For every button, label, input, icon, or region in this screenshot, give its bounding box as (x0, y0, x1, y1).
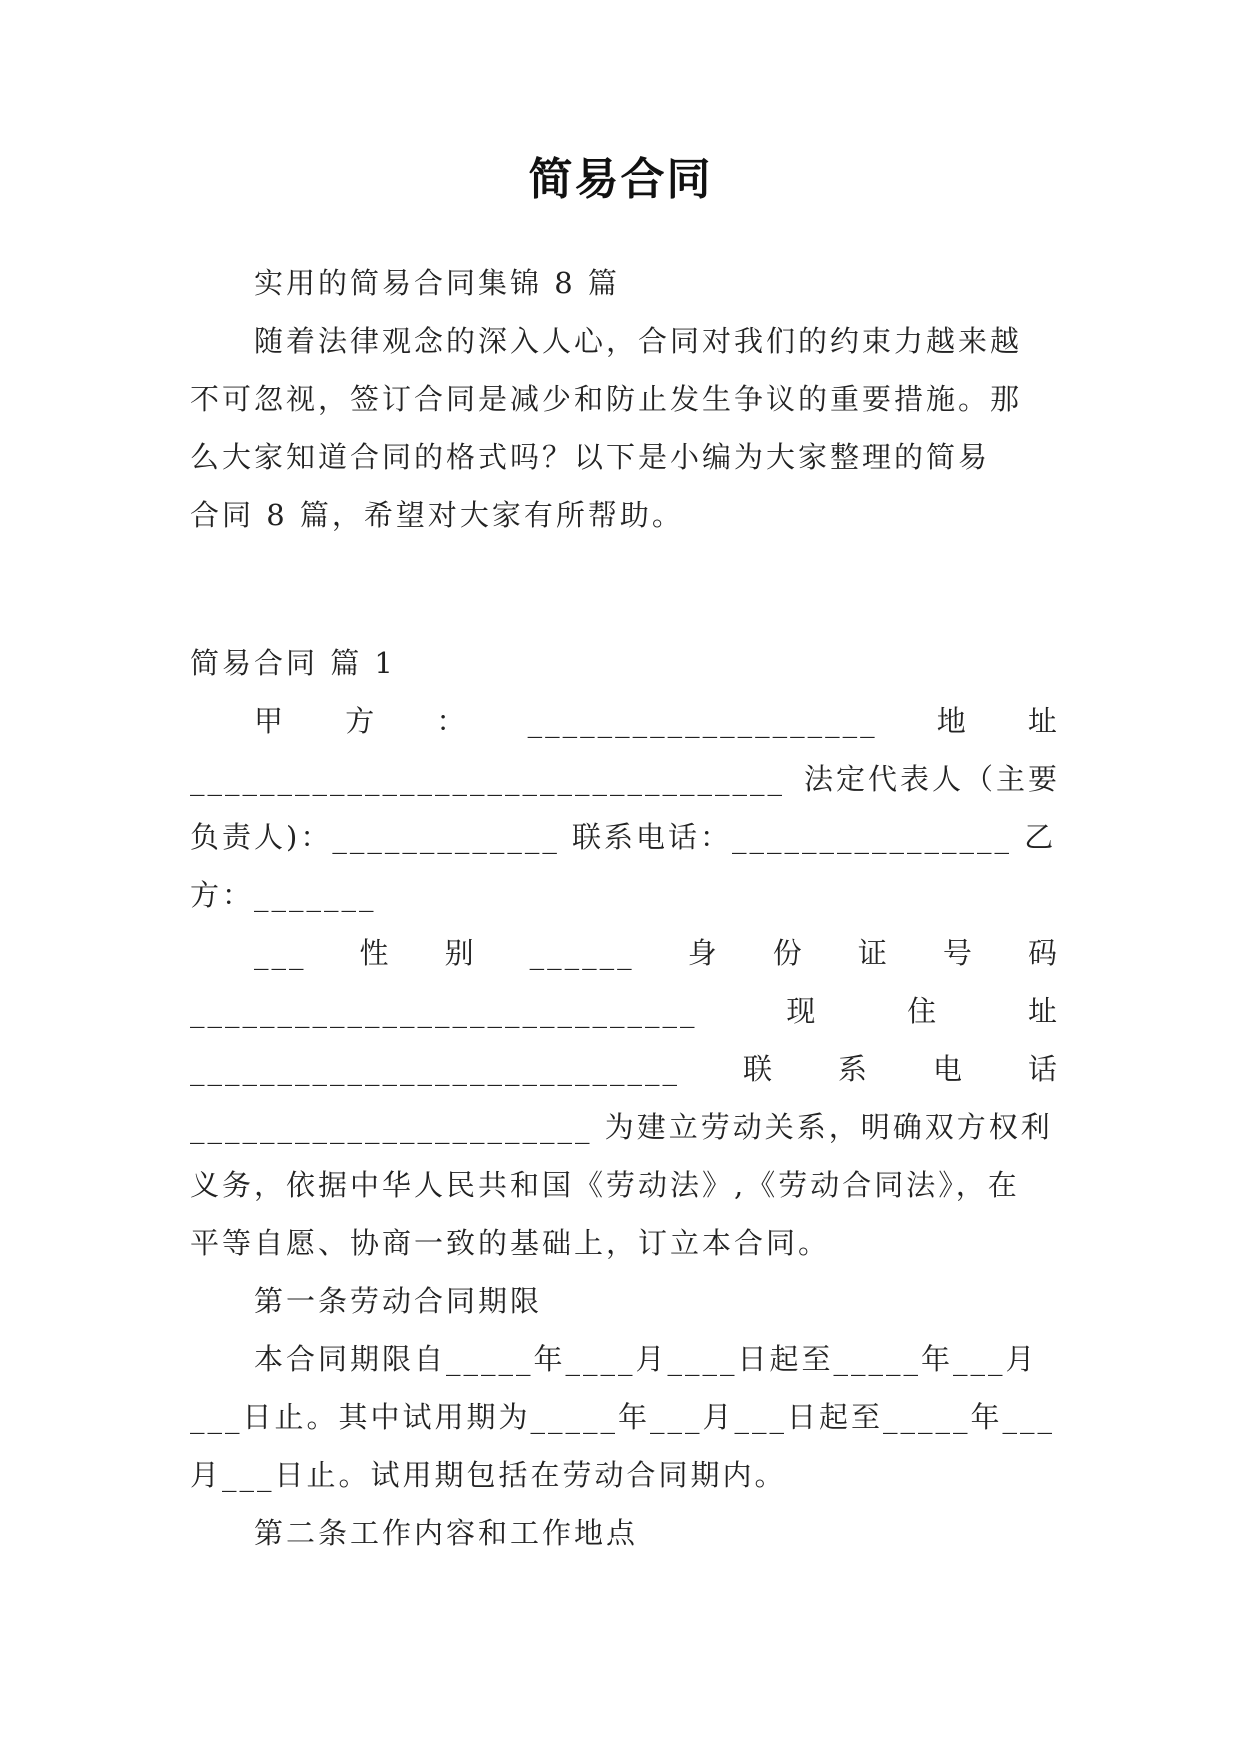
article-1-title: 第一条劳动合同期限 (254, 1284, 543, 1318)
address-line (190, 750, 1060, 808)
intro-line: 么大家知道合同的格式吗？以下是小编为大家整理的简易 (190, 440, 991, 474)
intro-block (190, 254, 1060, 544)
phone-line (190, 1040, 1060, 1098)
document-title: 简易合同 (528, 154, 713, 205)
intro-line: 合同 8 篇，希望对大家有所帮助。 (190, 498, 684, 532)
contact-line: 负责人)：_____________ 联系电话：________________ 乙 (190, 820, 1057, 854)
phone-char: 系 (837, 1052, 870, 1086)
gender-char: 性 (359, 936, 392, 970)
id-char: 码 (1027, 936, 1060, 970)
address-blank: __________________________________ (190, 762, 785, 796)
intro-line: 不可忽视，签订合同是减少和防止发生争议的重要措施。那 (190, 382, 1023, 416)
gender-char: 别 (444, 936, 477, 970)
purpose-line: _______________________ 为建立劳动关系，明确双方权利 (190, 1110, 1053, 1144)
residence-line (190, 982, 1060, 1040)
party-a-colon: ： (436, 704, 469, 738)
phone-char: 联 (742, 1052, 775, 1086)
name-blank: ___ (254, 936, 307, 970)
party-a-char: 甲 (254, 704, 287, 738)
residence-char: 现 (786, 994, 819, 1028)
party-b-line: 方：_______ (190, 878, 377, 912)
id-char: 身 (687, 936, 720, 970)
id-char: 份 (772, 936, 805, 970)
article-1-line: 月___日止。试用期包括在劳动合同期内。 (190, 1458, 787, 1492)
residence-char: 址 (1027, 994, 1060, 1028)
residence-blank: ____________________________ (190, 1052, 680, 1086)
gender-id-line (190, 924, 1060, 982)
purpose-line: 平等自愿、协商一致的基础上，订立本合同。 (190, 1226, 831, 1260)
party-a-line (190, 692, 1060, 750)
phone-char: 话 (1027, 1052, 1060, 1086)
gender-blank: ______ (529, 936, 635, 970)
article-1-line: 本合同期限自_____年____月____日起至_____年___月 (254, 1342, 1038, 1376)
purpose-line: 义务，依据中华人民共和国《劳动法》,《劳动合同法》，在 (190, 1168, 1020, 1202)
legal-rep-label: 法定代表人（主要 (803, 762, 1060, 796)
address-char: 址 (1027, 704, 1060, 738)
id-char: 号 (942, 936, 975, 970)
article-2-title: 第二条工作内容和工作地点 (254, 1516, 639, 1550)
id-blank: _____________________________ (190, 994, 698, 1028)
phone-char: 电 (932, 1052, 965, 1086)
article-1-line: ___日止。其中试用期为_____年___月___日起至_____年___ (190, 1400, 1056, 1434)
intro-line: 随着法律观念的深入人心，合同对我们的约束力越来越 (254, 324, 1023, 358)
section-1 (190, 634, 1060, 1562)
section-heading: 简易合同 篇 1 (190, 646, 396, 680)
address-char: 地 (936, 704, 969, 738)
id-char: 证 (857, 936, 890, 970)
intro-heading: 实用的简易合同集锦 8 篇 (254, 266, 620, 300)
residence-char: 住 (907, 994, 940, 1028)
party-a-char: 方 (345, 704, 378, 738)
party-a-blank: ____________________ (527, 704, 878, 738)
